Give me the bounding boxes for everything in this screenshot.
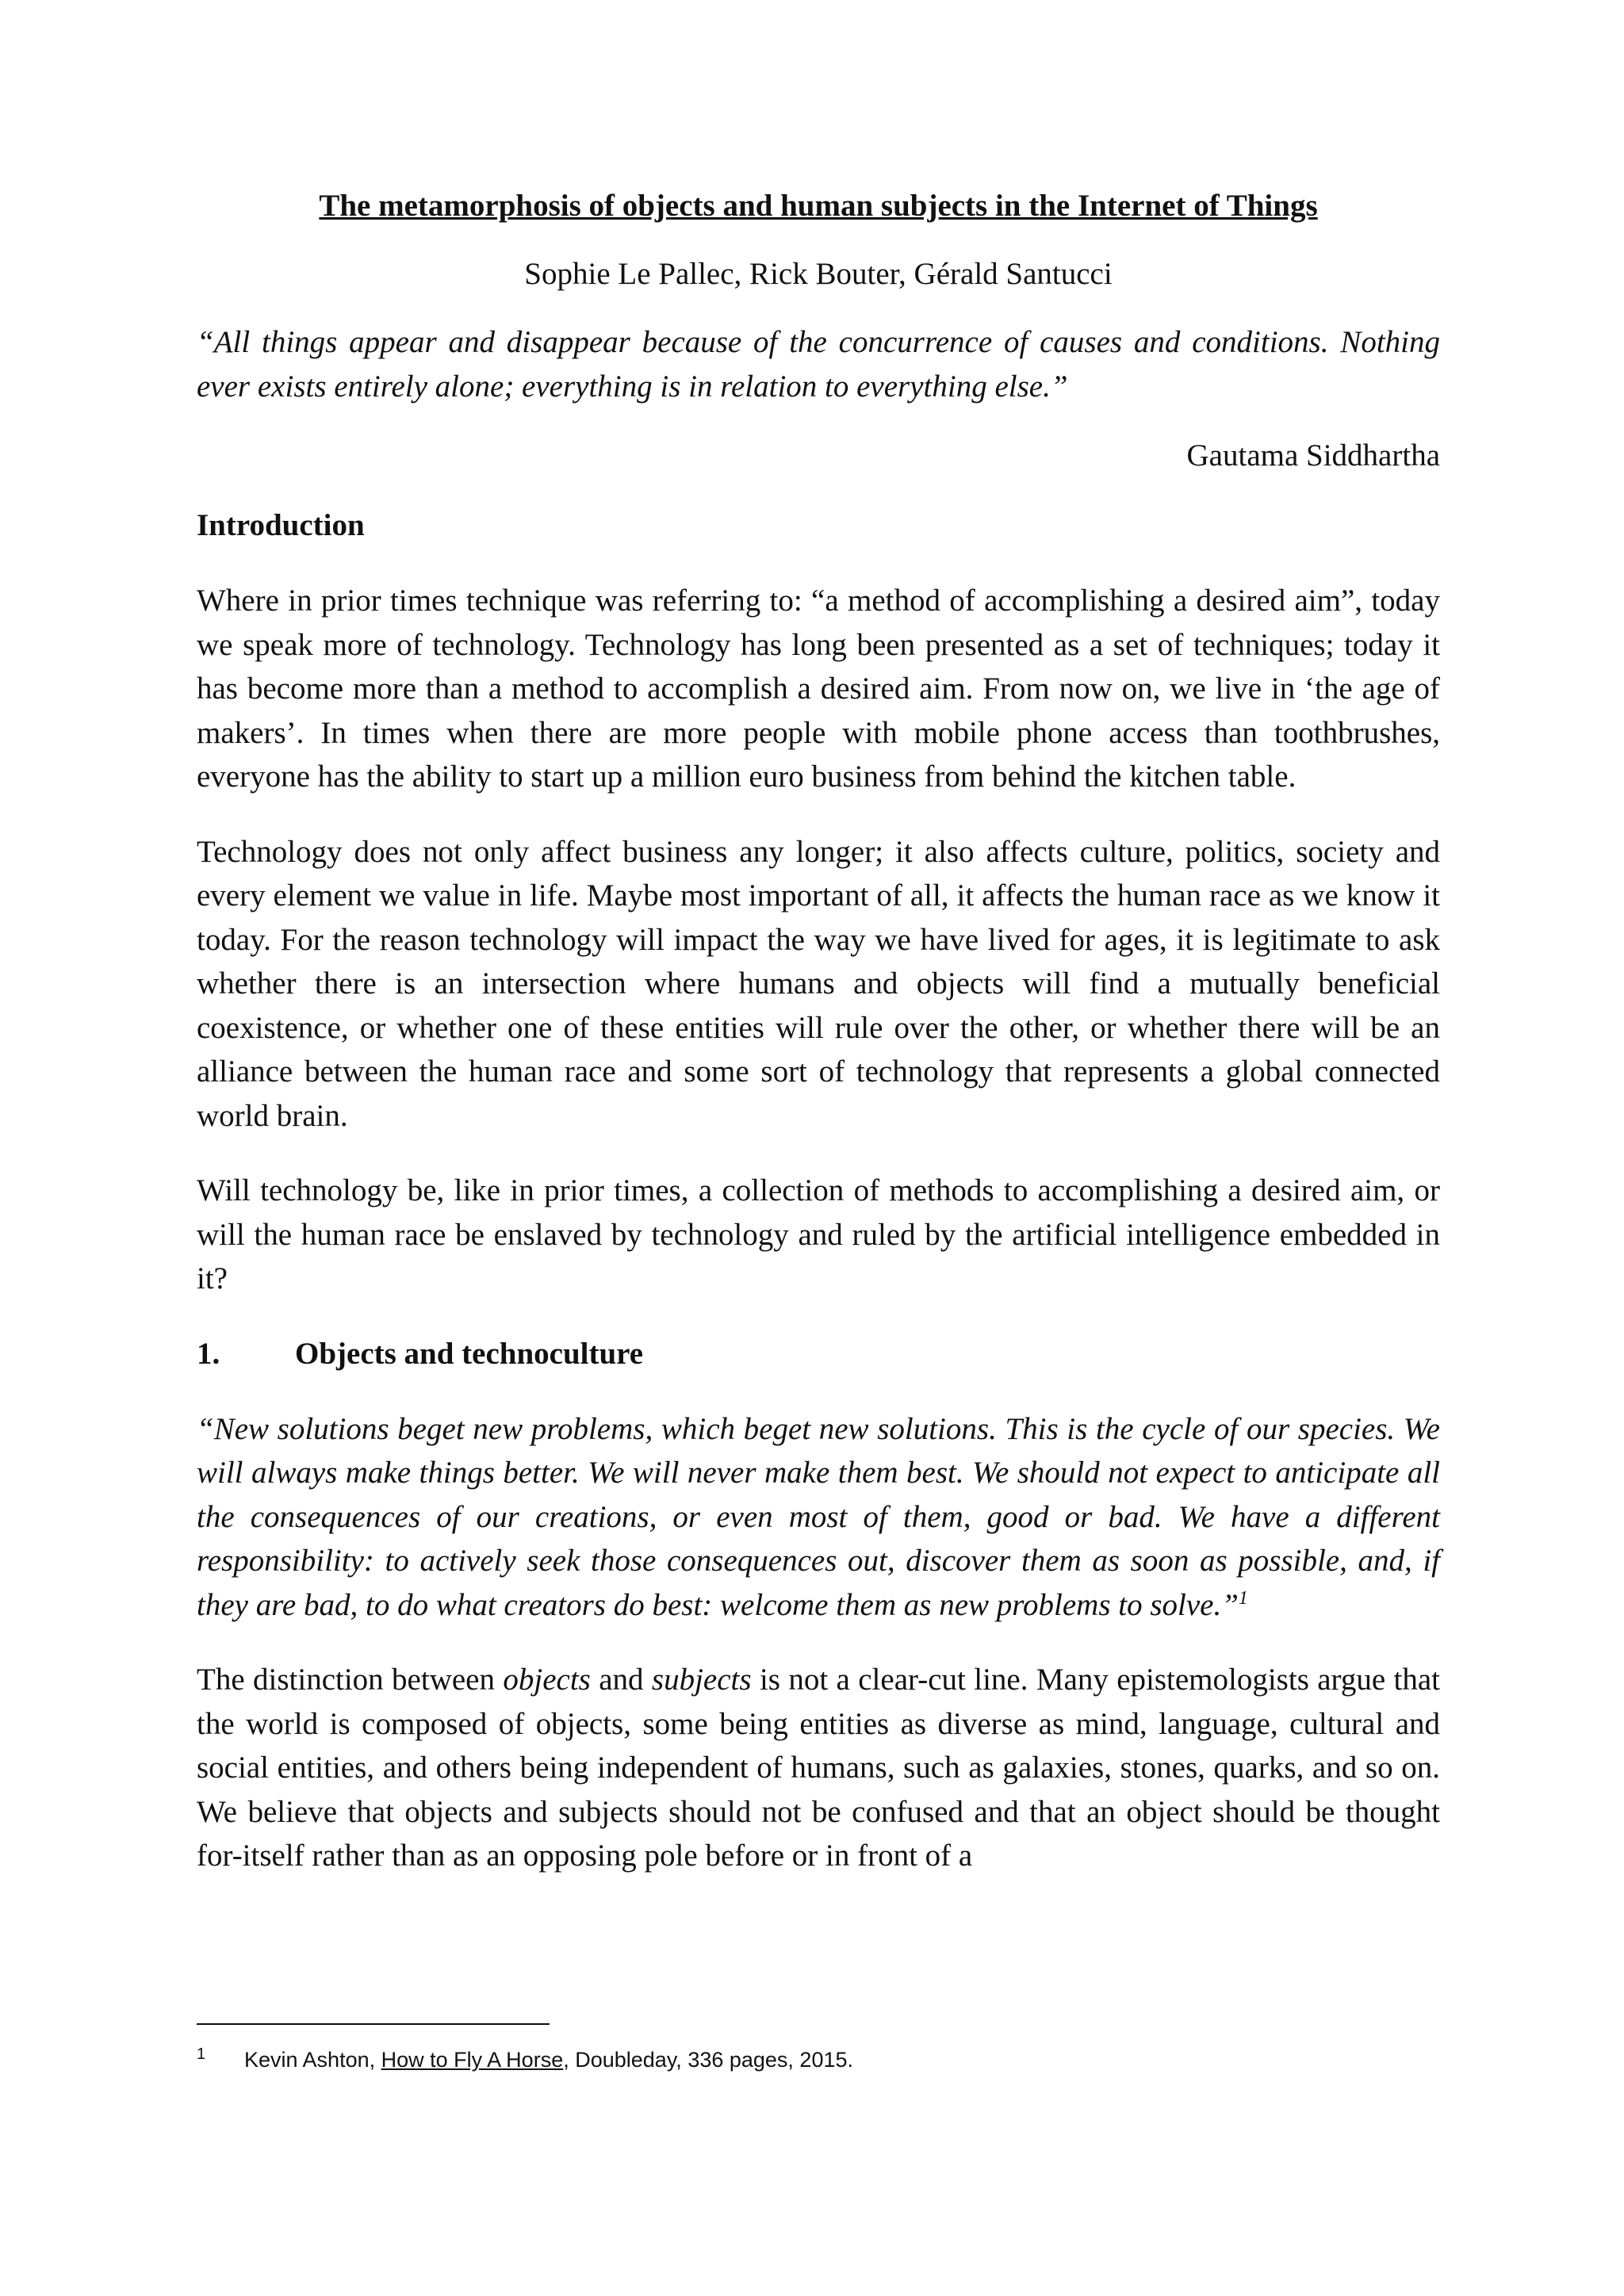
introduction-paragraph-1: Where in prior times technique was referring to: “a method of accomplishing a desired aim”, today we speak more of technology. Technology has long been presented as a set of techniques; today it has become more than a method to accomplish a desired aim. From now on, we live in ‘the age of makers’. In times when there are more people with mobile phone access than toothbrushes, everyone has the ability to start up a million euro business from behind the kitchen table. bbox=[197, 584, 1440, 794]
section-1-body-emphasis-objects: objects bbox=[503, 1663, 591, 1697]
document-page bbox=[197, 184, 1440, 1878]
document-title: The metamorphosis of objects and human subjects in the Internet of Things bbox=[319, 189, 1318, 223]
footnote-separator bbox=[197, 2023, 550, 2025]
section-1-body-part-2: and bbox=[590, 1663, 652, 1697]
section-1-quote bbox=[197, 1407, 1440, 1628]
section-1-quote-text: “New solutions beget new problems, which beget new solutions. This is the cycle of our species. We will always make things better. We will never make them best. We should not expect to anticipate all the consequences of our creations, or even most of them, good or bad. We have a different responsibility: to actively seek those consequences out, discover them as soon as possible, and, if they are bad, to do what creators do best: welcome them as new problems to solve.” bbox=[197, 1411, 1440, 1622]
footnote-1-author: Kevin Ashton, bbox=[244, 2048, 381, 2072]
footnote-1: 1 Kevin Ashton, How to Fly A Horse, Doubleday, 336 pages, 2015. bbox=[197, 2045, 853, 2072]
section-1-heading bbox=[197, 1332, 1440, 1376]
section-1-number: 1. bbox=[197, 1336, 220, 1371]
section-1-body-part-1: The distinction between bbox=[197, 1663, 504, 1697]
introduction-paragraph-2: Technology does not only affect business any longer; it also affects culture, politics, society and every element we value in life. Maybe most important of all, it affects the human race as we know it today. For the reason technology will impact the way we have lived for ages, it is legitimate to ask whether there is an intersection where humans and objects will find a mutually beneficial coexistence, or whether one of these entities will rule over the other, or whether there will be an alliance between the human race and some sort of technology that represents a global connected world brain. bbox=[197, 834, 1440, 1133]
footnote-reference-1[interactable]: 1 bbox=[1238, 1587, 1248, 1609]
footnote-1-details: , Doubleday, 336 pages, 2015. bbox=[563, 2048, 853, 2072]
section-1-body bbox=[197, 1658, 1440, 1878]
epigraph-attribution: Gautama Siddhartha bbox=[1186, 438, 1440, 473]
footnote-1-book-title: How to Fly A Horse bbox=[381, 2048, 564, 2072]
introduction-paragraph-3: Will technology be, like in prior times, a collection of methods to accomplishing a desired aim, or will the human race be enslaved by technology and ruled by the artificial intelligence embedded in it? bbox=[197, 1173, 1440, 1295]
introduction-heading: Introduction bbox=[197, 508, 365, 542]
section-1-body-emphasis-subjects: subjects bbox=[651, 1663, 752, 1697]
epigraph-quote: “All things appear and disappear because of the concurrence of causes and conditions. Nothing ever exists entirely alone; everything is in relation to everything else.” bbox=[197, 325, 1440, 404]
document-authors: Sophie Le Pallec, Rick Bouter, Gérald Santucci bbox=[524, 257, 1113, 291]
section-1-title: Objects and technoculture bbox=[295, 1336, 644, 1371]
section-1-body-part-3: is not a clear-cut line. Many epistemologists argue that the world is composed of objects, some being entities as diverse as mind, language, cultural and social entities, and others being independent of humans, such as galaxies, stones, quarks, and so on. We believe that objects and subjects should not be confused and that an object should be thought for-itself rather than as an opposing pole before or in front of a bbox=[197, 1663, 1441, 1873]
